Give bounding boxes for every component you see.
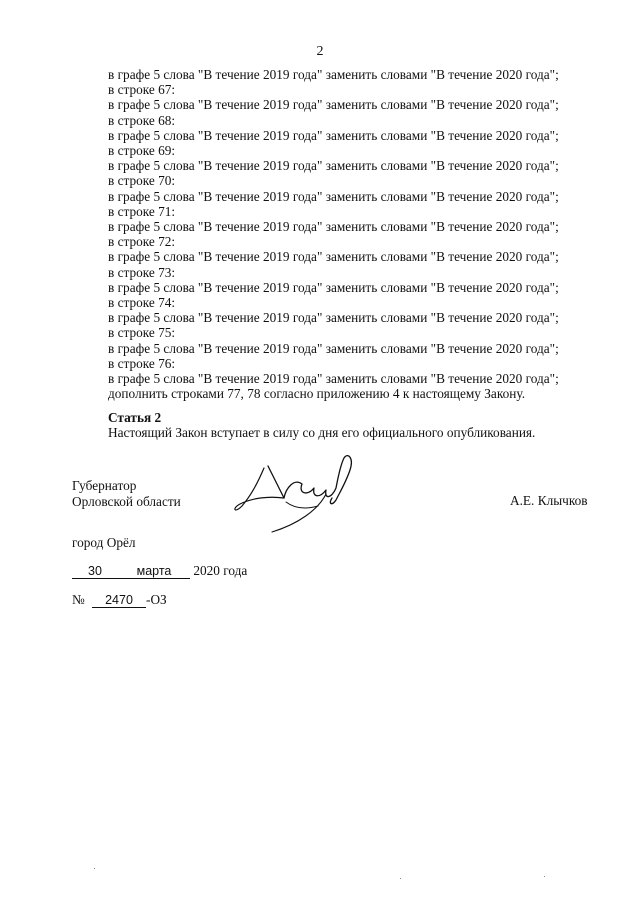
scan-speck [544, 876, 545, 877]
date-year: 2020 года [193, 563, 248, 578]
page-number: 2 [316, 44, 324, 59]
amendment-line: в строке 74: [108, 295, 176, 311]
amendment-line: в графе 5 слова "В течение 2019 года" заменить словами "В течение 2020 года"; [108, 371, 559, 387]
amendment-line: в графе 5 слова "В течение 2019 года" заменить словами "В течение 2020 года"; [108, 249, 559, 265]
amendment-line: в графе 5 слова "В течение 2019 года" заменить словами "В течение 2020 года"; [108, 279, 559, 295]
amendment-list [108, 67, 558, 401]
signing-date [72, 563, 247, 579]
amendment-line: в графе 5 слова "В течение 2019 года" заменить словами "В течение 2020 года"; [108, 158, 559, 174]
scan-speck [400, 878, 401, 879]
city: город Орёл [72, 535, 136, 550]
handwritten-signature [228, 448, 358, 548]
article-text: Настоящий Закон вступает в силу со дня его официального опубликования. [108, 425, 536, 440]
amendment-line: в строке 69: [108, 143, 176, 159]
amendment-line: дополнить строками 77, 78 согласно приложению 4 к настоящему Закону. [108, 386, 526, 402]
amendment-line: в строке 71: [108, 203, 176, 219]
amendment-line: в графе 5 слова "В течение 2019 года" заменить словами "В течение 2020 года"; [108, 67, 559, 82]
amendment-line: в графе 5 слова "В течение 2019 года" заменить словами "В течение 2020 года"; [108, 340, 559, 356]
article-2 [108, 410, 535, 440]
signatory-position: Губернатор [72, 478, 137, 493]
scan-speck [94, 868, 95, 869]
amendment-line: в графе 5 слова "В течение 2019 года" заменить словами "В течение 2020 года"; [108, 188, 559, 204]
amendment-line: в строке 76: [108, 355, 176, 371]
amendment-line: в строке 68: [108, 112, 176, 128]
signatory-title [72, 478, 181, 510]
amendment-line: в строке 67: [108, 82, 176, 98]
amendment-line: в графе 5 слова "В течение 2019 года" заменить словами "В течение 2020 года"; [108, 127, 559, 143]
signatory-region: Орловской области [72, 494, 181, 509]
date-day: 30 [72, 564, 118, 579]
amendment-line: в графе 5 слова "В течение 2019 года" заменить словами "В течение 2020 года"; [108, 219, 559, 235]
law-number-suffix: -ОЗ [146, 592, 167, 607]
amendment-line: в графе 5 слова "В течение 2019 года" заменить словами "В течение 2020 года"; [108, 97, 559, 113]
law-number [72, 592, 167, 608]
signatory-name: А.Е. Клычков [510, 493, 588, 508]
amendment-line: в строке 72: [108, 234, 176, 250]
number-sign: № [72, 592, 85, 607]
amendment-line: в строке 70: [108, 173, 176, 189]
amendment-line: в строке 75: [108, 325, 176, 341]
date-month: марта [118, 564, 190, 579]
amendment-line: в графе 5 слова "В течение 2019 года" заменить словами "В течение 2020 года"; [108, 310, 559, 326]
law-number-value: 2470 [92, 593, 146, 608]
article-heading: Статья 2 [108, 410, 162, 425]
amendment-line: в строке 73: [108, 264, 176, 280]
